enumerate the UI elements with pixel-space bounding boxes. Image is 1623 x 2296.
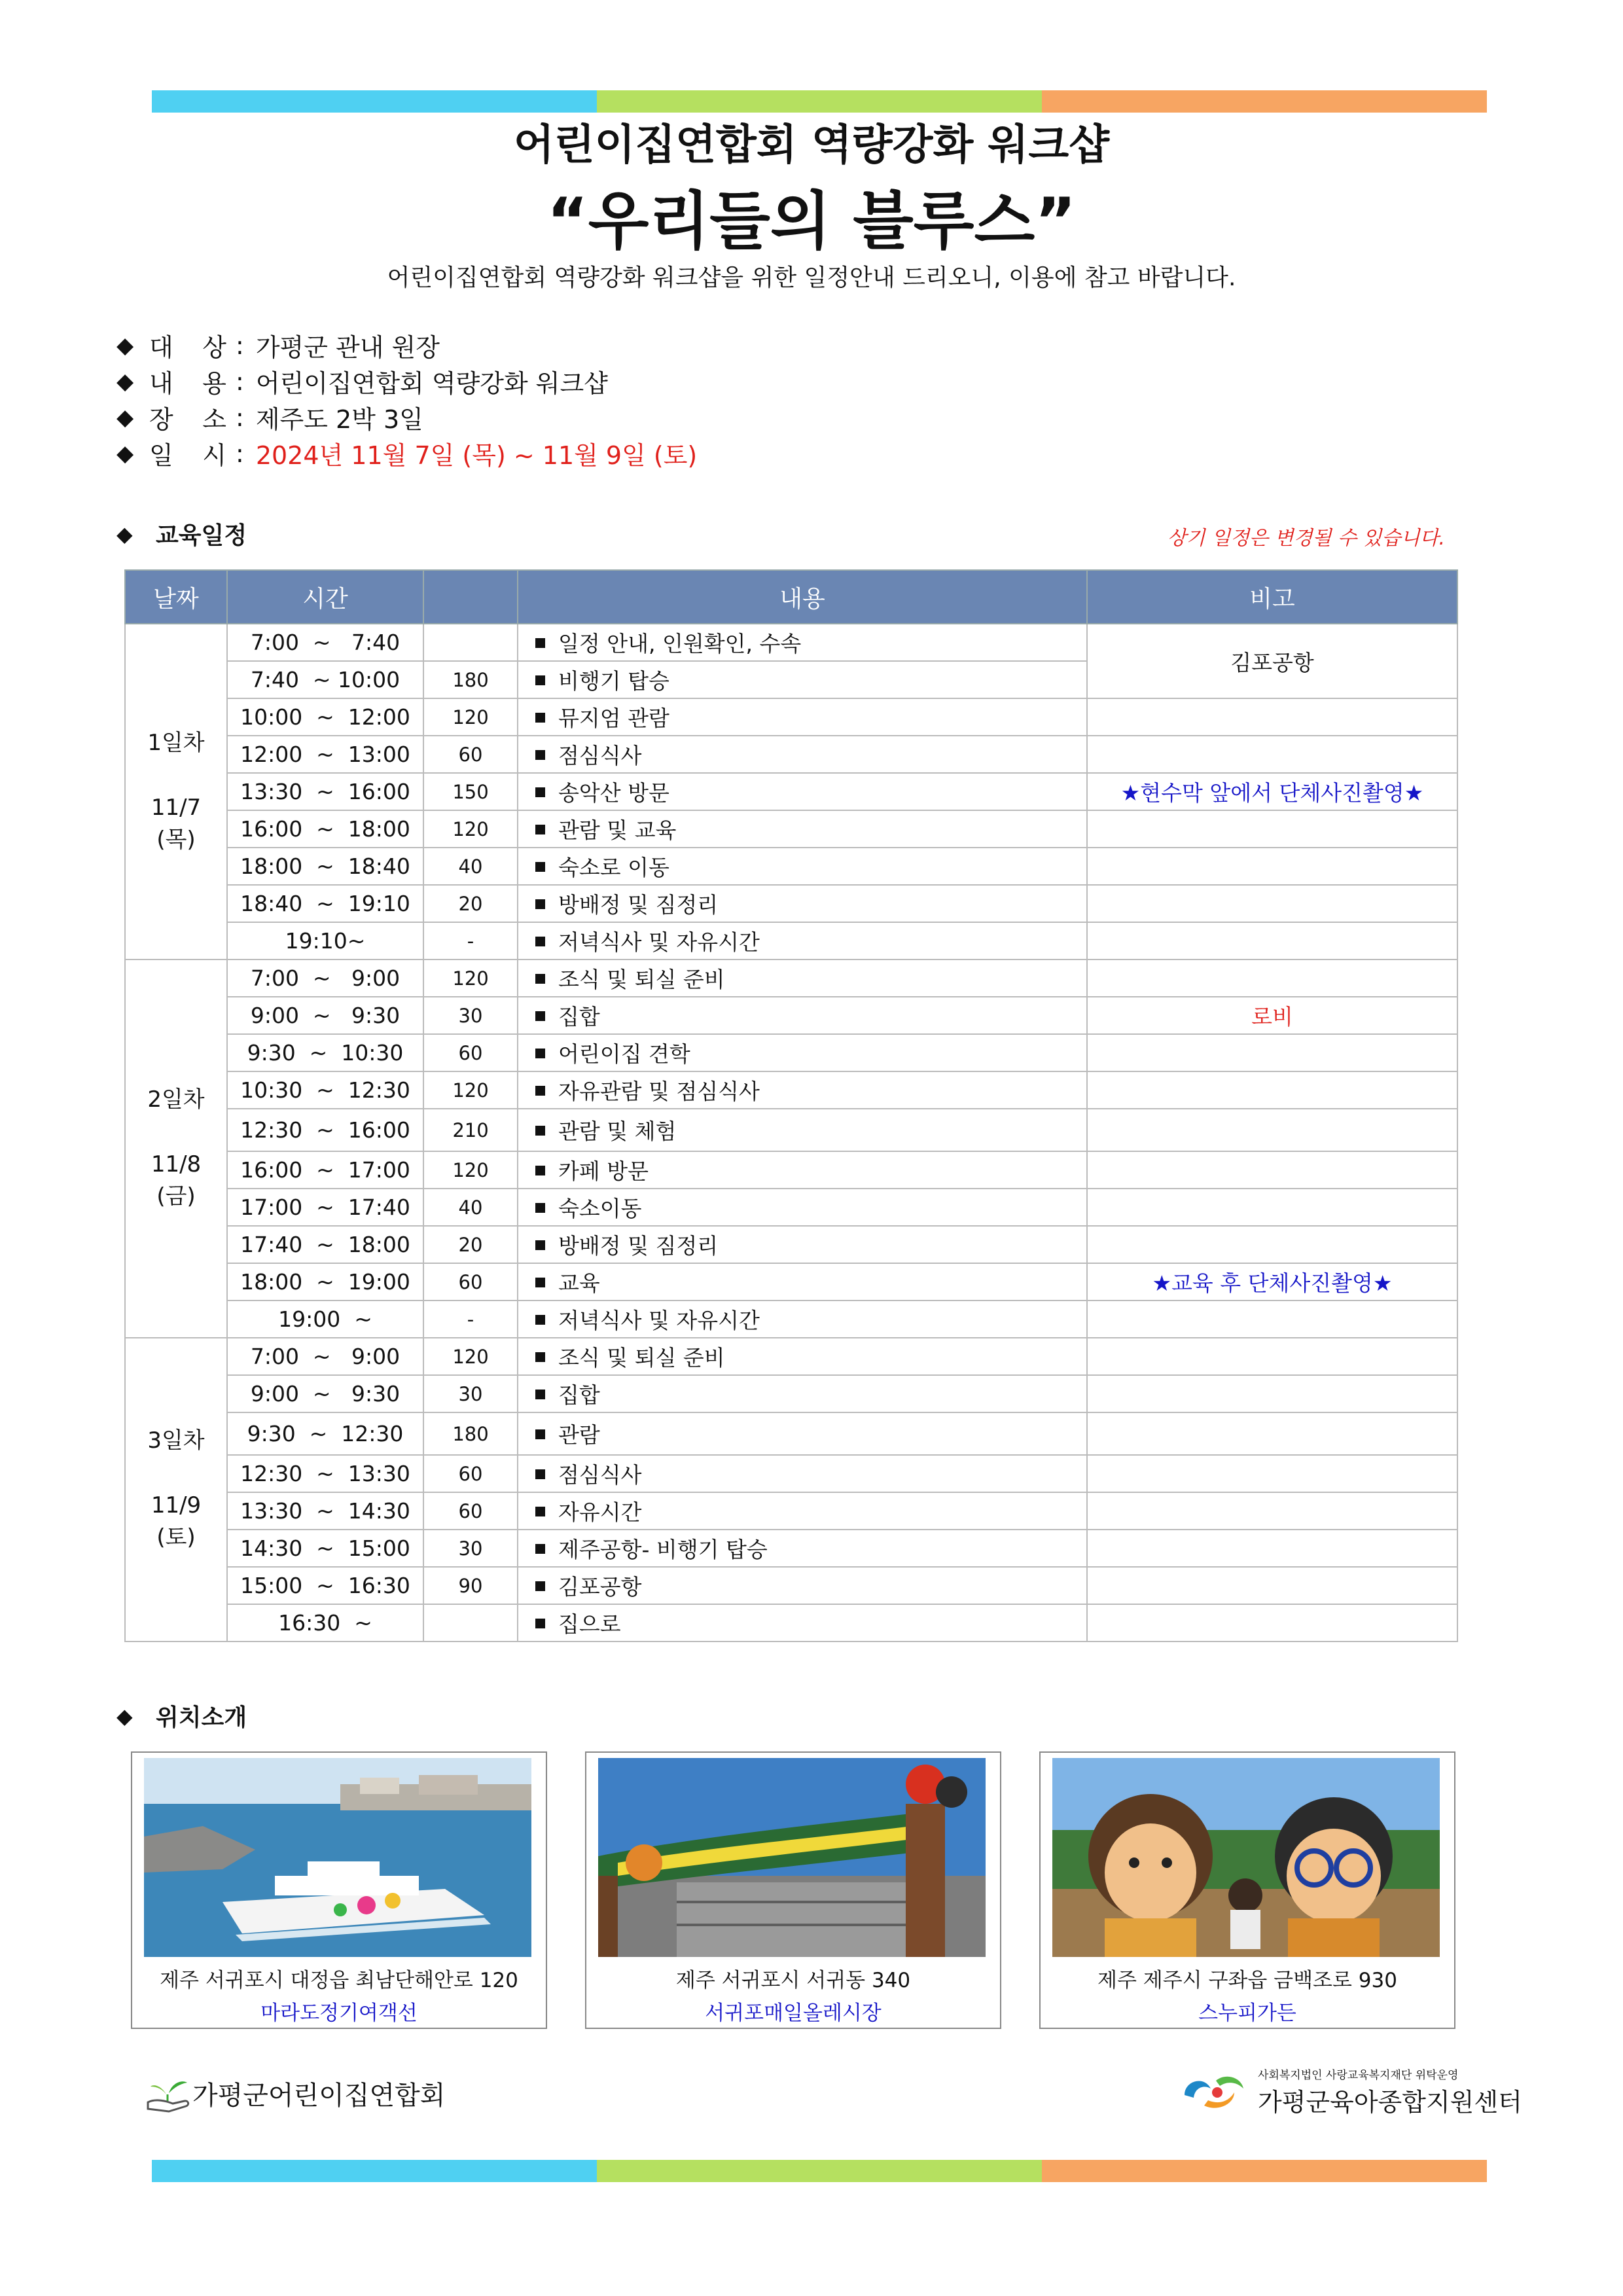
note-cell <box>1087 1109 1457 1151</box>
time-cell: 7:00 ~ 9:00 <box>227 960 423 997</box>
content-cell: 방배정 및 짐정리 <box>518 1226 1087 1263</box>
info-value: 2024년 11월 7일 (목) ~ 11월 9일 (토) <box>255 441 698 470</box>
content-cell: 카페 방문 <box>518 1151 1087 1189</box>
square-bullet-icon <box>535 1166 545 1175</box>
time-cell: 9:30 ~ 12:30 <box>227 1412 423 1455</box>
location-card-ferry <box>131 1751 547 2029</box>
info-date: ◆ 일 시 : 2024년 11월 7일 (목) ~ 11월 9일 (토) <box>116 435 697 471</box>
note-cell: ★현수막 앞에서 단체사진촬영★ <box>1087 773 1457 810</box>
square-bullet-icon <box>535 825 545 834</box>
hand-sprout-icon <box>147 2072 192 2114</box>
diamond-icon: ◆ <box>116 1703 133 1729</box>
schedule-table <box>124 569 1458 1642</box>
content-cell: 김포공항 <box>518 1567 1087 1604</box>
location-name: 마라도정기여객선 <box>260 2001 418 2025</box>
minutes-cell: 120 <box>423 960 518 997</box>
time-cell: 18:40 ~ 19:10 <box>227 885 423 922</box>
table-row <box>125 1300 1457 1338</box>
location-address: 제주 서귀포시 서귀동 340 <box>675 1969 911 1992</box>
note-cell <box>1087 848 1457 885</box>
time-cell: 12:30 ~ 13:30 <box>227 1455 423 1492</box>
info-target: ◆ 대 상 : 가평군 관내 원장 <box>116 327 440 363</box>
minutes-cell: 30 <box>423 1375 518 1412</box>
note-cell <box>1087 960 1457 997</box>
content-cell: 자유관람 및 점심식사 <box>518 1071 1087 1109</box>
table-row <box>125 922 1457 960</box>
minutes-cell: 20 <box>423 885 518 922</box>
table-row <box>125 1034 1457 1071</box>
note-cell <box>1087 1189 1457 1226</box>
note-cell <box>1087 1071 1457 1109</box>
square-bullet-icon <box>535 1126 545 1136</box>
day-cell: 3일차 11/9 (토) <box>125 1338 227 1641</box>
content-cell: 관람 및 교육 <box>518 810 1087 848</box>
location-section-title: ◆ 위치소개 <box>116 1703 247 1731</box>
location-address: 제주 서귀포시 대정읍 최남단해안로 120 <box>160 1969 518 1992</box>
info-value: 가평군 관내 원장 <box>255 333 440 362</box>
minutes-cell: 210 <box>423 1109 518 1151</box>
time-cell: 15:00 ~ 16:30 <box>227 1567 423 1604</box>
minutes-cell: 120 <box>423 810 518 848</box>
header-minutes <box>423 570 518 624</box>
page-title: 어린이집연합회 역량강화 워크샵 <box>513 121 1110 170</box>
minutes-cell: 120 <box>423 1338 518 1375</box>
table-row <box>125 1530 1457 1567</box>
center-emblem-icon <box>1178 2069 1250 2115</box>
time-cell: 7:00 ~ 7:40 <box>227 624 423 661</box>
note-cell <box>1087 1412 1457 1455</box>
content-cell: 제주공항- 비행기 탑승 <box>518 1530 1087 1567</box>
header-date: 날짜 <box>125 570 227 624</box>
table-row <box>125 1338 1457 1375</box>
content-cell: 관람 <box>518 1412 1087 1455</box>
content-cell: 조식 및 퇴실 준비 <box>518 960 1087 997</box>
table-row <box>125 810 1457 848</box>
note-cell <box>1087 1492 1457 1530</box>
note-cell: 김포공항 <box>1087 624 1457 698</box>
note-cell <box>1087 810 1457 848</box>
time-cell: 9:00 ~ 9:30 <box>227 997 423 1034</box>
table-row <box>125 1263 1457 1300</box>
table-row <box>125 960 1457 997</box>
note-cell <box>1087 698 1457 736</box>
bottom-color-bar <box>152 2160 1487 2182</box>
table-row <box>125 1412 1457 1455</box>
square-bullet-icon <box>535 862 545 872</box>
content-cell: 송악산 방문 <box>518 773 1087 810</box>
square-bullet-icon <box>535 1203 545 1213</box>
minutes-cell: 60 <box>423 1492 518 1530</box>
content-cell: 방배정 및 짐정리 <box>518 885 1087 922</box>
time-cell: 19:10~ <box>227 922 423 960</box>
diamond-icon: ◆ <box>116 404 134 431</box>
square-bullet-icon <box>535 899 545 909</box>
minutes-cell: 20 <box>423 1226 518 1263</box>
table-row <box>125 698 1457 736</box>
schedule-change-note: 상기 일정은 변경될 수 있습니다. <box>1167 527 1445 550</box>
header-time: 시간 <box>227 570 423 624</box>
note-cell <box>1087 885 1457 922</box>
table-row <box>125 848 1457 885</box>
content-cell: 자유시간 <box>518 1492 1087 1530</box>
time-cell: 12:30 ~ 16:00 <box>227 1109 423 1151</box>
minutes-cell: 120 <box>423 1071 518 1109</box>
location-name: 스누피가든 <box>1198 2001 1296 2025</box>
note-cell <box>1087 1151 1457 1189</box>
info-place: ◆ 장 소 : 제주도 2박 3일 <box>116 399 423 435</box>
note-cell <box>1087 1604 1457 1641</box>
table-row <box>125 773 1457 810</box>
time-cell: 16:00 ~ 18:00 <box>227 810 423 848</box>
time-cell: 18:00 ~ 18:40 <box>227 848 423 885</box>
content-cell: 숙소로 이동 <box>518 848 1087 885</box>
square-bullet-icon <box>535 1049 545 1058</box>
content-cell: 비행기 탑승 <box>518 661 1087 698</box>
square-bullet-icon <box>535 787 545 797</box>
square-bullet-icon <box>535 1507 545 1516</box>
top-color-bar <box>152 90 1487 113</box>
minutes-cell: 180 <box>423 1412 518 1455</box>
content-cell: 뮤지엄 관람 <box>518 698 1087 736</box>
schedule-section-title: ◆ 교육일정 <box>116 521 247 549</box>
table-row <box>125 624 1457 661</box>
location-card-market <box>585 1751 1001 2029</box>
content-cell: 집합 <box>518 997 1087 1034</box>
minutes-cell: 120 <box>423 1151 518 1189</box>
minutes-cell <box>423 1604 518 1641</box>
time-cell: 7:00 ~ 9:00 <box>227 1338 423 1375</box>
time-cell: 17:40 ~ 18:00 <box>227 1226 423 1263</box>
square-bullet-icon <box>535 1469 545 1479</box>
location-card-snoopy <box>1039 1751 1455 2029</box>
header-note: 비고 <box>1087 570 1457 624</box>
minutes-cell: 150 <box>423 773 518 810</box>
time-cell: 13:30 ~ 16:00 <box>227 773 423 810</box>
table-row <box>125 885 1457 922</box>
time-cell: 16:00 ~ 17:00 <box>227 1151 423 1189</box>
page-subtitle: “우리들의 블루스” <box>546 185 1077 258</box>
square-bullet-icon <box>535 1429 545 1439</box>
time-cell: 9:00 ~ 9:30 <box>227 1375 423 1412</box>
square-bullet-icon <box>535 1390 545 1399</box>
table-row <box>125 1604 1457 1641</box>
time-cell: 7:40 ~ 10:00 <box>227 661 423 698</box>
note-cell <box>1087 1338 1457 1375</box>
content-cell: 관람 및 체험 <box>518 1109 1087 1151</box>
header-content: 내용 <box>518 570 1087 624</box>
minutes-cell: 60 <box>423 736 518 773</box>
table-row <box>125 1226 1457 1263</box>
minutes-cell: 180 <box>423 661 518 698</box>
content-cell: 일정 안내, 인원확인, 수속 <box>518 624 1087 661</box>
square-bullet-icon <box>535 1352 545 1362</box>
time-cell: 16:30 ~ <box>227 1604 423 1641</box>
square-bullet-icon <box>535 1011 545 1021</box>
table-row <box>125 1455 1457 1492</box>
content-cell: 저녁식사 및 자유시간 <box>518 922 1087 960</box>
minutes-cell: 30 <box>423 997 518 1034</box>
square-bullet-icon <box>535 1544 545 1554</box>
note-cell <box>1087 1530 1457 1567</box>
square-bullet-icon <box>535 675 545 685</box>
note-cell <box>1087 1226 1457 1263</box>
square-bullet-icon <box>535 713 545 723</box>
note-cell <box>1087 1375 1457 1412</box>
table-row <box>125 1151 1457 1189</box>
day-cell: 1일차 11/7 (목) <box>125 624 227 960</box>
diamond-icon: ◆ <box>116 521 133 547</box>
info-content: ◆ 내 용 : 어린이집연합회 역량강화 워크샵 <box>116 363 608 399</box>
day-cell: 2일차 11/8 (금) <box>125 960 227 1338</box>
content-cell: 저녁식사 및 자유시간 <box>518 1300 1087 1338</box>
square-bullet-icon <box>535 750 545 760</box>
minutes-cell: 60 <box>423 1263 518 1300</box>
minutes-cell: 40 <box>423 1189 518 1226</box>
center-logo: 사회복지법인 사랑교육복지재단 위탁운영 가평군육아종합지원센터 <box>1178 2066 1522 2118</box>
time-cell: 17:00 ~ 17:40 <box>227 1189 423 1226</box>
square-bullet-icon <box>535 1086 545 1096</box>
content-cell: 점심식사 <box>518 1455 1087 1492</box>
square-bullet-icon <box>535 638 545 648</box>
minutes-cell: 90 <box>423 1567 518 1604</box>
note-cell <box>1087 1455 1457 1492</box>
association-logo: 가평군어린이집연합회 <box>147 2072 445 2114</box>
diamond-icon: ◆ <box>116 440 134 467</box>
note-cell: 로비 <box>1087 997 1457 1034</box>
square-bullet-icon <box>535 1315 545 1325</box>
diamond-icon: ◆ <box>116 368 134 395</box>
diamond-icon: ◆ <box>116 332 134 359</box>
table-row <box>125 1071 1457 1109</box>
content-cell: 집합 <box>518 1375 1087 1412</box>
square-bullet-icon <box>535 1619 545 1628</box>
minutes-cell: 120 <box>423 698 518 736</box>
content-cell: 숙소이동 <box>518 1189 1087 1226</box>
table-row <box>125 1375 1457 1412</box>
minutes-cell: - <box>423 922 518 960</box>
time-cell: 10:30 ~ 12:30 <box>227 1071 423 1109</box>
time-cell: 9:30 ~ 10:30 <box>227 1034 423 1071</box>
table-row <box>125 736 1457 773</box>
note-cell: ★교육 후 단체사진촬영★ <box>1087 1263 1457 1300</box>
location-address: 제주 제주시 구좌읍 금백조로 930 <box>1097 1969 1397 1992</box>
minutes-cell: - <box>423 1300 518 1338</box>
time-cell: 10:00 ~ 12:00 <box>227 698 423 736</box>
table-row <box>125 1492 1457 1530</box>
info-value: 어린이집연합회 역량강화 워크샵 <box>255 369 608 398</box>
square-bullet-icon <box>535 1240 545 1250</box>
table-header-row <box>125 570 1457 624</box>
content-cell: 점심식사 <box>518 736 1087 773</box>
note-cell <box>1087 1034 1457 1071</box>
content-cell: 교육 <box>518 1263 1087 1300</box>
table-row <box>125 1189 1457 1226</box>
minutes-cell: 60 <box>423 1034 518 1071</box>
minutes-cell: 60 <box>423 1455 518 1492</box>
intro-text: 어린이집연합회 역량강화 워크샵을 위한 일정안내 드리오니, 이용에 참고 바랍니다. <box>387 264 1236 291</box>
content-cell: 어린이집 견학 <box>518 1034 1087 1071</box>
minutes-cell <box>423 624 518 661</box>
note-cell <box>1087 1300 1457 1338</box>
square-bullet-icon <box>535 974 545 984</box>
content-cell: 조식 및 퇴실 준비 <box>518 1338 1087 1375</box>
ferry-photo <box>144 1758 531 1957</box>
square-bullet-icon <box>535 937 545 946</box>
content-cell: 집으로 <box>518 1604 1087 1641</box>
note-cell <box>1087 736 1457 773</box>
table-row <box>125 1567 1457 1604</box>
time-cell: 19:00 ~ <box>227 1300 423 1338</box>
time-cell: 14:30 ~ 15:00 <box>227 1530 423 1567</box>
table-row <box>125 1109 1457 1151</box>
minutes-cell: 40 <box>423 848 518 885</box>
time-cell: 12:00 ~ 13:00 <box>227 736 423 773</box>
location-name: 서귀포매일올레시장 <box>705 2001 882 2025</box>
time-cell: 18:00 ~ 19:00 <box>227 1263 423 1300</box>
table-row <box>125 997 1457 1034</box>
square-bullet-icon <box>535 1278 545 1287</box>
time-cell: 13:30 ~ 14:30 <box>227 1492 423 1530</box>
note-cell <box>1087 922 1457 960</box>
snoopy-garden-photo <box>1052 1758 1440 1957</box>
info-value: 제주도 2박 3일 <box>255 405 423 434</box>
market-gate-photo <box>598 1758 986 1957</box>
minutes-cell: 30 <box>423 1530 518 1567</box>
note-cell <box>1087 1567 1457 1604</box>
square-bullet-icon <box>535 1581 545 1591</box>
